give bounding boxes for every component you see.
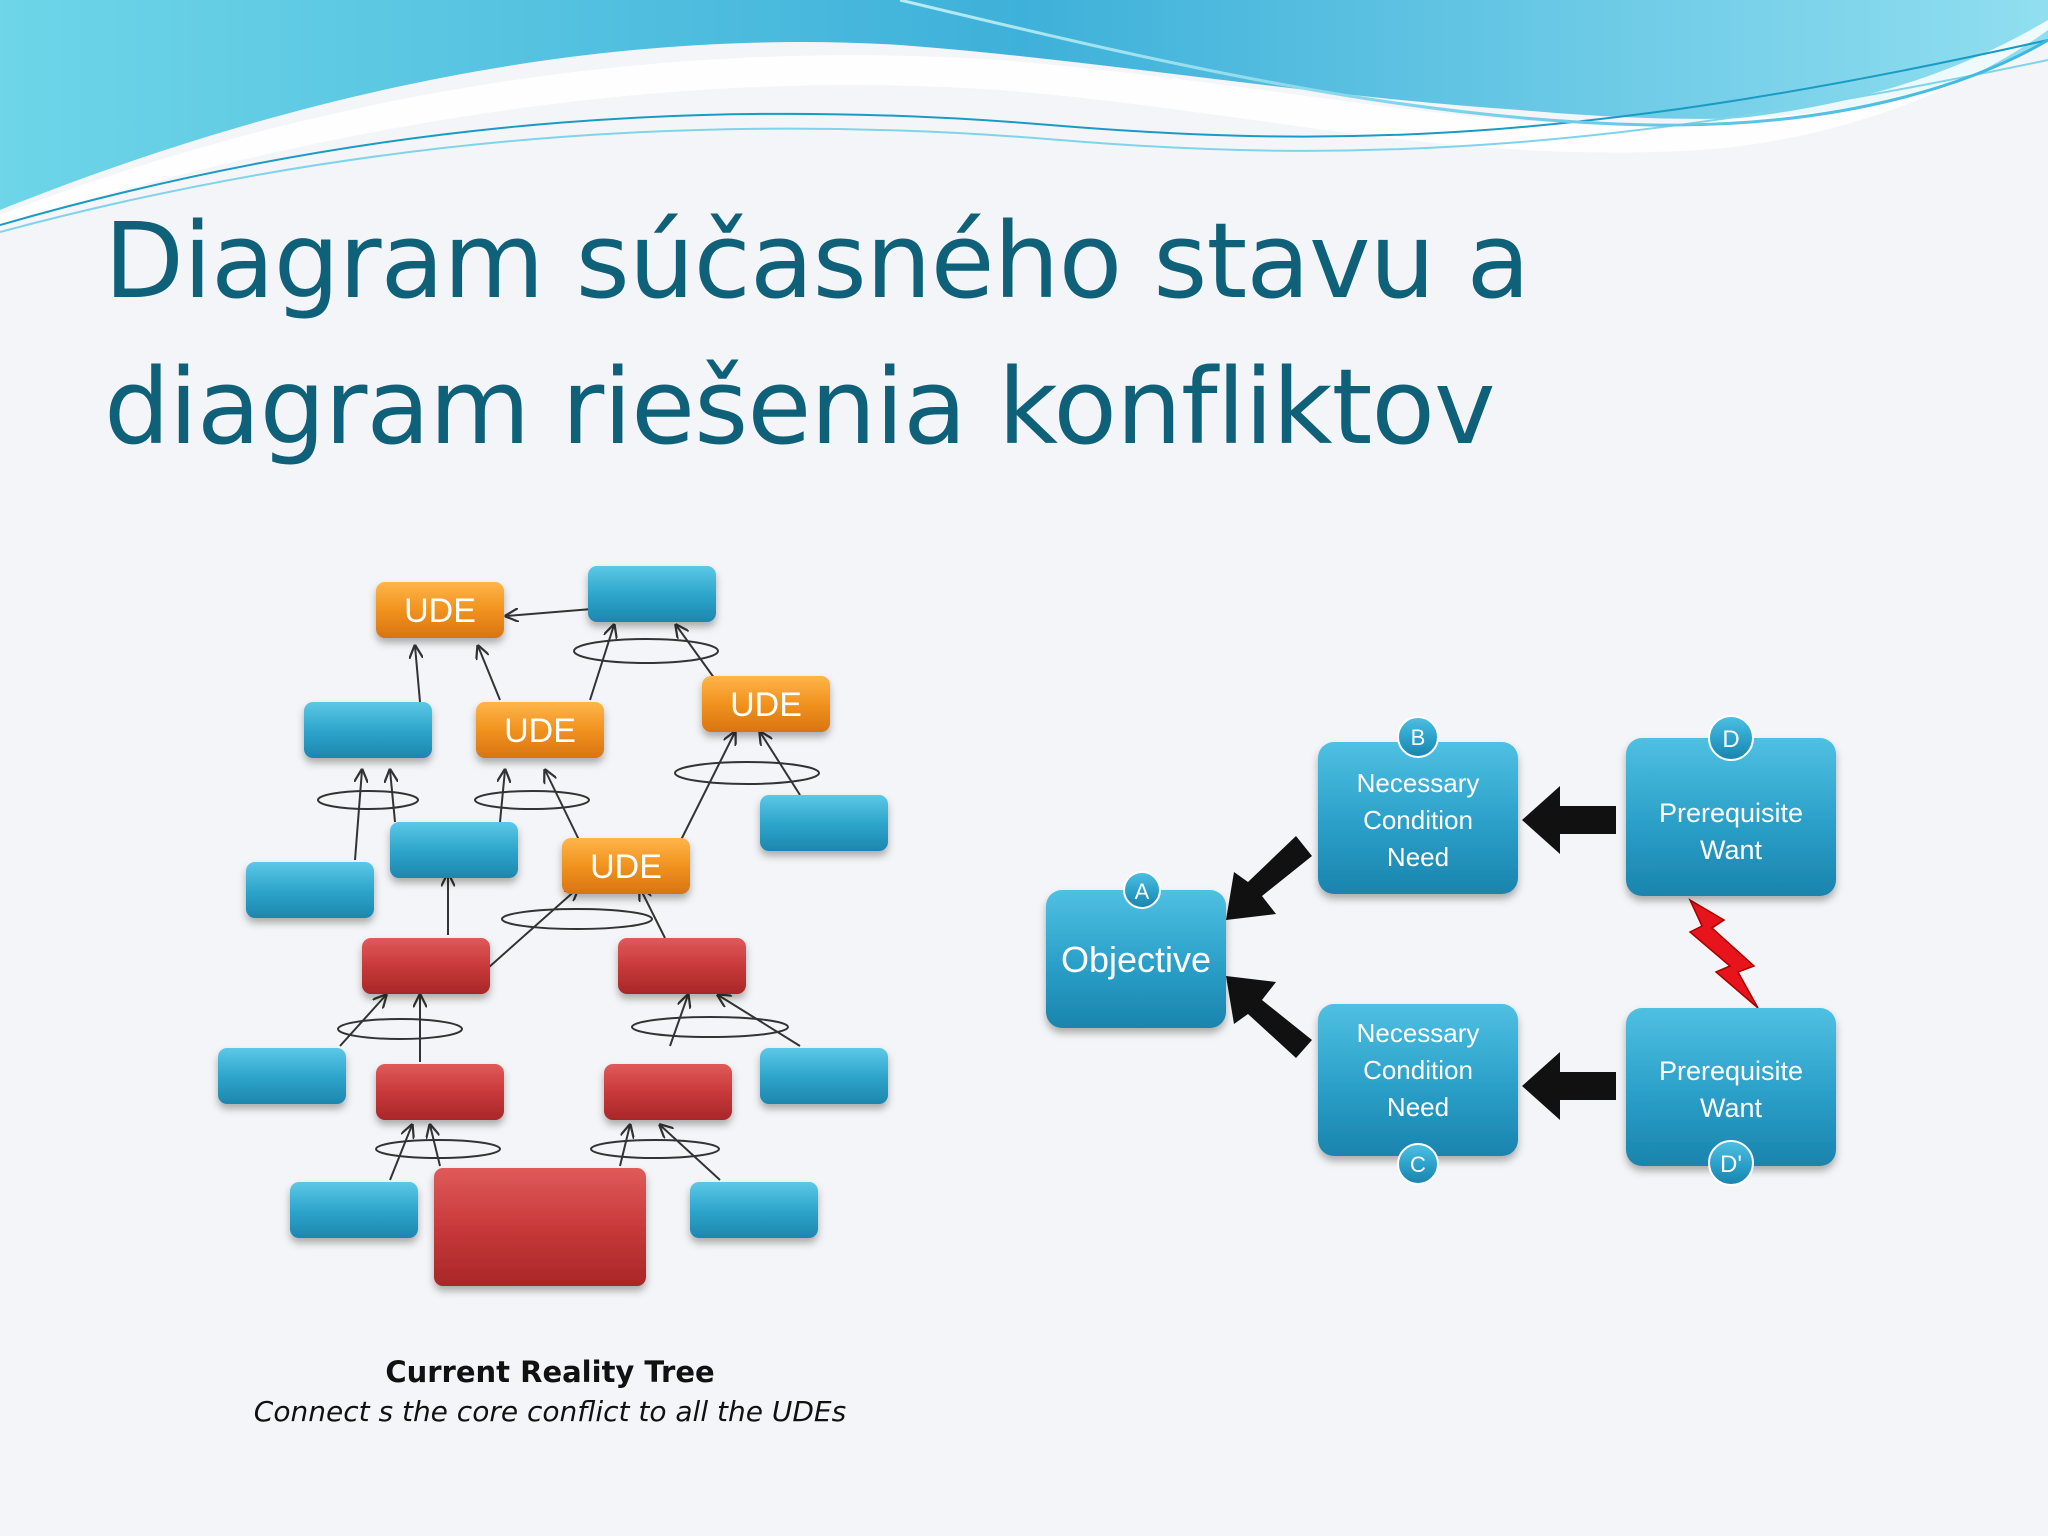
badge-a: A	[1134, 879, 1150, 904]
need-b-line2: Condition	[1363, 805, 1473, 835]
crt-core-conflict-box	[434, 1168, 646, 1286]
crt-cause-box	[604, 1064, 732, 1120]
ude-box	[562, 838, 690, 894]
arrow-b-to-a	[1226, 836, 1312, 920]
cloud-objective-box	[1046, 872, 1226, 1028]
crt-caption	[210, 1352, 890, 1432]
badge-d: D	[1722, 726, 1740, 753]
ude-box	[702, 676, 830, 732]
ude-box	[376, 582, 504, 638]
objective-label: Objective	[1060, 939, 1212, 980]
cloud-want-d-box	[1626, 716, 1836, 896]
crt-effect-box	[760, 1048, 888, 1104]
title-line-2: diagram riešenia konfliktov	[104, 346, 1495, 468]
crt-cause-box	[376, 1064, 504, 1120]
crt-effect-box	[588, 566, 716, 622]
crt-effect-box	[304, 702, 432, 758]
need-c-line3: Need	[1386, 1092, 1450, 1122]
need-b-line1: Necessary	[1356, 768, 1480, 798]
crt-effect-box	[690, 1182, 818, 1238]
crt-effect-box	[246, 862, 374, 918]
ude-label: UDE	[404, 592, 476, 630]
badge-dprime: D'	[1720, 1151, 1742, 1178]
badge-b: B	[1410, 725, 1426, 750]
cloud-want-dprime-box	[1626, 1008, 1836, 1185]
want-d-line1: Prerequisite	[1658, 798, 1804, 828]
ude-box	[476, 702, 604, 758]
need-c-line1: Necessary	[1356, 1018, 1480, 1048]
badge-c: C	[1410, 1152, 1426, 1177]
want-dprime-line1: Prerequisite	[1658, 1056, 1804, 1086]
conflict-lightning-icon	[1690, 900, 1758, 1008]
cloud-need-c-box	[1318, 1004, 1518, 1184]
want-d-line2: Want	[1699, 835, 1763, 865]
arrow-dprime-to-c	[1522, 1052, 1616, 1120]
crt-red-boxes	[362, 938, 746, 1286]
crt-caption-subtitle: Connect s the core conflict to all the UDEs	[253, 1395, 847, 1428]
ude-label: UDE	[590, 848, 662, 886]
want-dprime-line2: Want	[1699, 1093, 1763, 1123]
cloud-need-b-box	[1318, 717, 1518, 894]
crt-effect-box	[218, 1048, 346, 1104]
ude-label: UDE	[730, 686, 802, 724]
ude-label: UDE	[504, 712, 576, 750]
crt-effect-box	[290, 1182, 418, 1238]
crt-blue-boxes	[218, 566, 888, 1238]
crt-cause-box	[618, 938, 746, 994]
arrow-d-to-b	[1522, 786, 1616, 854]
arrow-c-to-a	[1226, 976, 1312, 1058]
need-b-line3: Need	[1386, 842, 1450, 872]
need-c-line2: Condition	[1363, 1055, 1473, 1085]
crt-cause-box	[362, 938, 490, 994]
crt-caption-title: Current Reality Tree	[385, 1355, 715, 1389]
crt-effect-box	[390, 822, 518, 878]
crt-effect-box	[760, 795, 888, 851]
title-line-1: Diagram súčasného stavu a	[104, 200, 1530, 322]
